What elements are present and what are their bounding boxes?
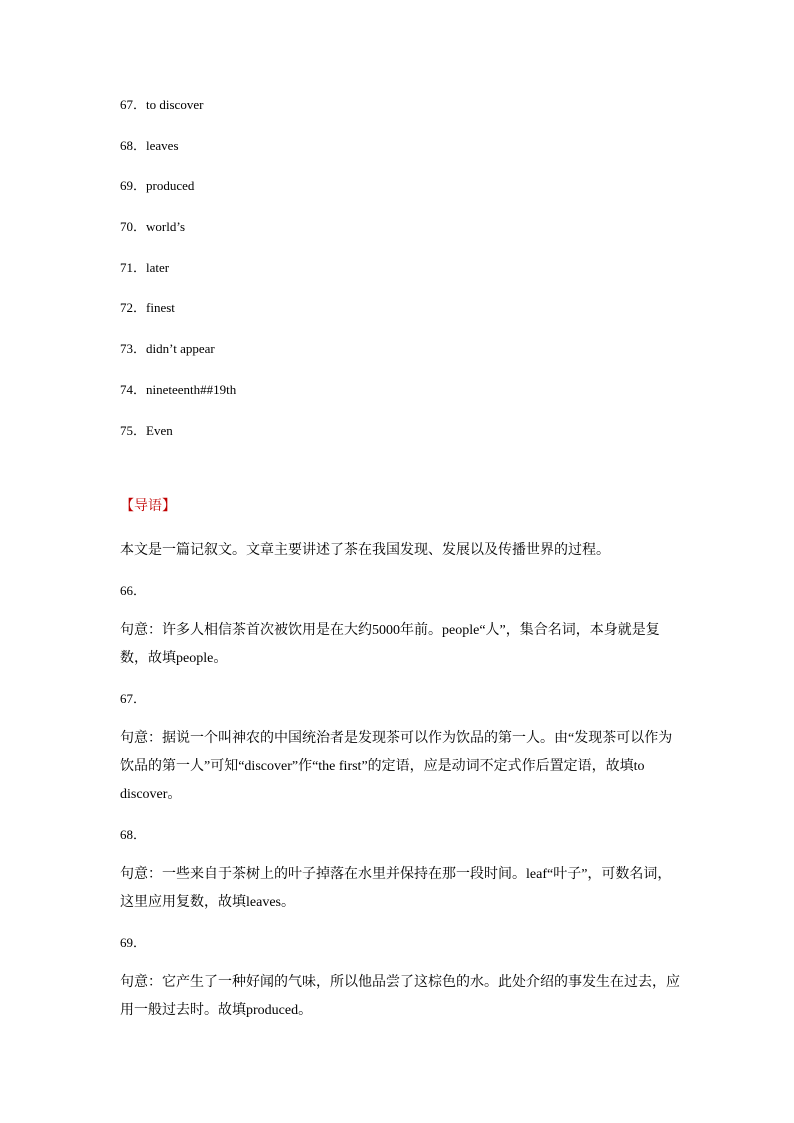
answer-number: 73． [120,341,147,357]
question-explanation: 句意：据说一个叫神农的中国统治者是发现茶可以作为饮品的第一人。由“发现茶可以作为饮品的第一人”可知“discover”作“the first”的定语，应是动词不定式作后置定语，故填to discover。 [120,731,673,802]
answer-number: 75． [120,422,147,438]
answer-item [120,299,236,340]
guide-intro: 本文是一篇记叙文。文章主要讲述了茶在我国发现、发展以及传播世界的过程。 [120,543,610,558]
question-explanation: 句意：它产生了一种好闻的气味，所以他品尝了这棕色的水。此处介绍的事发生在过去，应用一般过去时。故填produced。 [120,975,680,1018]
answer-item [120,96,236,137]
answer-item [120,422,236,463]
answer-number: 69． [120,178,147,194]
question-explanation: 句意：一些来自于茶树上的叶子掉落在水里并保持在那一段时间。leaf“叶子”，可数名词，这里应用复数，故填leaves。 [120,867,672,910]
question-number: 69． [120,935,147,950]
answer-item [120,259,236,300]
answer-item [120,218,236,259]
answer-text: later [146,259,170,275]
answer-item [120,340,236,381]
answer-item [120,177,236,218]
answer-number: 68． [120,137,147,153]
analysis-section [120,497,680,1037]
answer-text: nineteenth##19th [146,381,237,397]
answer-number: 74． [120,381,147,397]
question-number: 68． [120,827,147,842]
answer-number: 70． [120,219,147,235]
answer-text: Even [146,422,173,438]
answer-text: didn’t appear [146,341,215,357]
question-explanation: 句意：许多人相信茶首次被饮用是在大约5000年前。people“人”，集合名词，本身就是复数，故填people。 [120,623,660,666]
answer-number: 67． [120,97,147,112]
answer-text: world’s [146,219,186,235]
answer-text: leaves [146,137,179,153]
answer-text: to discover [146,97,204,112]
answer-number: 71． [120,259,147,275]
answer-number: 72． [120,300,147,316]
question-number: 66． [120,583,147,598]
answer-text: finest [146,300,175,316]
question-number: 67． [120,691,147,706]
answer-text: produced [146,178,195,194]
answer-item [120,381,236,422]
guide-heading: 【导语】 [120,499,176,514]
answer-list [120,96,236,462]
answer-item [120,137,236,178]
